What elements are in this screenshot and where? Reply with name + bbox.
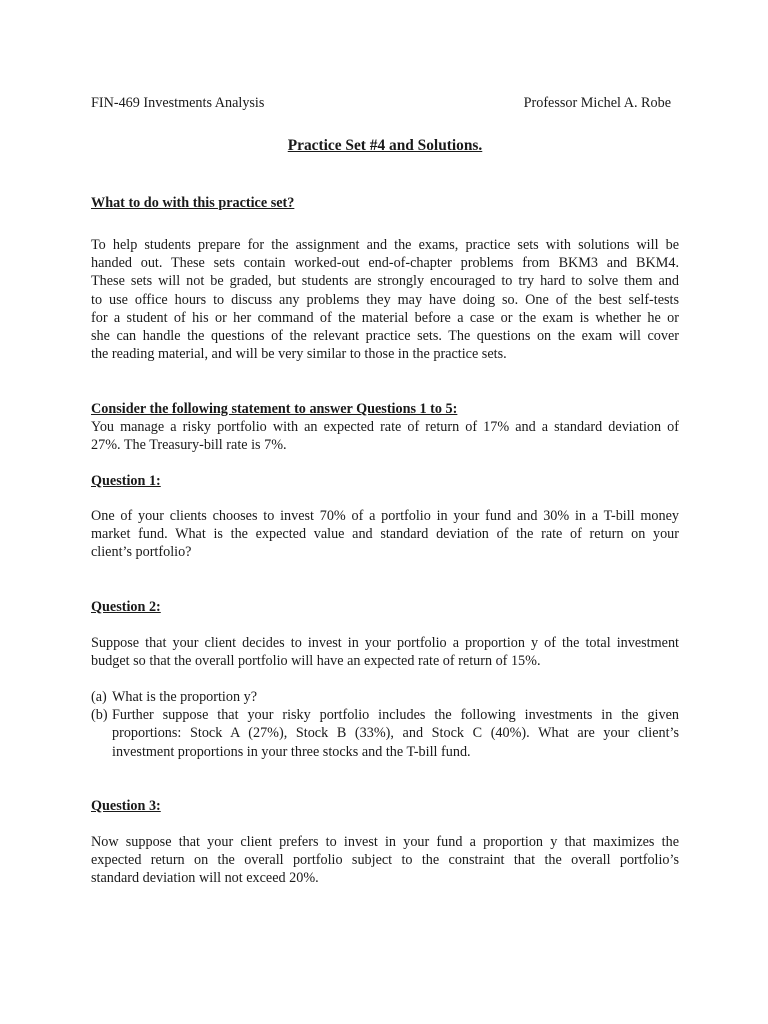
list-item-line: investment proportions in your three stocks and the T-bill fund. [112,743,471,760]
question-1-heading: Question 1: [91,473,161,489]
paragraph-line: the reading material, and will be very similar to those in the practice sets. [91,346,507,363]
list-marker: (a) [91,689,107,705]
paragraph-line: Now suppose that your client prefers to invest in your fund a proportion y that maximizes the [91,834,679,850]
list-item-line: proportions: Stock A (27%), Stock B (33%), and Stock C (40%). What are your client’s [112,725,679,742]
paragraph-line: You manage a risky portfolio with an expected rate of return of 17% and a standard deviation of [91,419,679,436]
intro-heading: What to do with this practice set? [91,195,295,211]
question-3-heading: Question 3: [91,798,161,814]
question-2-heading-block [91,598,679,616]
paragraph-line: To help students prepare for the assignment and the exams, practice sets with solutions will be [91,237,679,253]
course-name: FIN-469 Investments Analysis [91,95,265,111]
question-1-body [91,507,679,562]
paragraph-line: budget so that the overall portfolio will have an expected rate of return of 15%. [91,653,541,670]
paragraph-line: for a student of his or her command of the material before a case or the exam is whether he or [91,309,679,326]
list-item-line: Further suppose that your risky portfolio includes the following investments in the given [112,707,679,724]
paragraph-line: These sets will not be graded, but students are strongly encouraged to try hard to solve them and [91,273,679,290]
question-3-body [91,833,679,888]
paragraph-line: she can handle the questions of the relevant practice sets. The questions on the exam will cover [91,328,679,345]
paragraph-line: 27%. The Treasury-bill rate is 7%. [91,437,287,454]
list-item [91,688,679,706]
paragraph-line: standard deviation will not exceed 20%. [91,870,319,887]
question-2-heading: Question 2: [91,599,161,615]
paragraph-line: One of your clients chooses to invest 70% of a portfolio in your fund and 30% in a T-bill money [91,508,679,524]
list-marker: (b) [91,707,108,724]
paragraph-line: market fund. What is the expected value and standard deviation of the rate of return on your [91,526,679,543]
statement-heading: Consider the following statement to answer Questions 1 to 5: [91,401,458,417]
intro-paragraph [91,236,679,363]
list-item-line: What is the proportion y? [112,689,257,705]
intro-heading-block [91,194,679,212]
list-item [91,706,679,761]
statement-block [91,400,679,455]
paragraph-line: to use office hours to discuss any problems they may have doing so. One of the best self-tests [91,291,679,308]
paragraph-line: expected return on the overall portfolio subject to the constraint that the overall portfolio’s [91,852,679,869]
question-3-heading-block [91,797,679,815]
paragraph-line: handed out. These sets contain worked-out end-of-chapter problems from BKM3 and BKM4. [91,255,679,272]
paragraph-line: client’s portfolio? [91,544,192,561]
question-2-body [91,634,679,670]
question-1-heading-block [91,472,679,490]
document-title: Practice Set #4 and Solutions. [287,137,483,154]
page-header [91,94,679,112]
paragraph-line: Suppose that your client decides to invest in your portfolio a proportion y of the total investment [91,635,679,651]
professor-name: Professor Michel A. Robe [523,95,671,111]
question-2-list [91,688,679,761]
